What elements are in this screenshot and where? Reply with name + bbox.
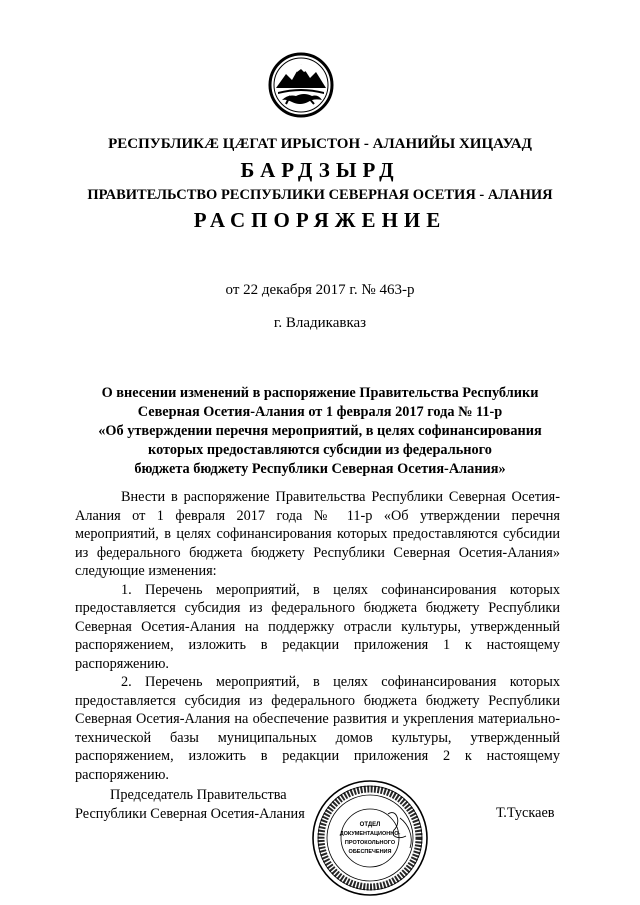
body-paragraph: Внести в распоряжение Правительства Республики Северная Осетия-Алания от 1 февраля 2017 года № 11-р «Об утверждении перечня мероприятий, в целях софинансирования которых предоставляются субсидии из федерального бюджета бюджету Республики Северная Осетия-Алания» следующие изменения: [75, 489, 560, 579]
title-line: которых предоставляются субсидии из федерального [148, 442, 492, 458]
title-line: бюджета бюджету Республики Северная Осетия-Алания» [134, 461, 506, 477]
document-title [60, 384, 580, 479]
body-paragraph: 2. Перечень мероприятий, в целях софинансирования которых предоставляется субсидия из федерального бюджета бюджету Республики Северная Осетия-Алания на обеспечение развития и укрепления материально-технической базы муниципальных домов культуры, утвержденный распоряжением, изложить в редакции приложения 2 к настоящему распоряжению. [75, 674, 560, 783]
header-government-russian: ПРАВИТЕЛЬСТВО РЕСПУБЛИКИ СЕВЕРНАЯ ОСЕТИЯ - АЛАНИЯ [87, 187, 553, 203]
svg-text:ДОКУМЕНТАЦИОННО-: ДОКУМЕНТАЦИОННО- [339, 831, 401, 837]
header-order-ossetian: БАРДЗЫРД [240, 158, 400, 182]
signatory-name: Т.Тускаев [496, 805, 555, 821]
title-line: Северная Осетия-Алания от 1 февраля 2017 года № 11-р [137, 404, 503, 420]
title-line: «Об утверждении перечня мероприятий, в целях софинансирования [98, 423, 542, 439]
header-republic-ossetian: РЕСПУБЛИКӔ ЦӔГАТ ИРЫСТОН - АЛАНИЙЫ ХИЦАУАД [108, 136, 532, 152]
svg-text:ПРОТОКОЛЬНОГО: ПРОТОКОЛЬНОГО [344, 840, 396, 846]
document-body [75, 488, 560, 784]
signatory-position-line: Председатель Правительства [110, 787, 287, 803]
body-paragraph: 1. Перечень мероприятий, в целях софинансирования которых предоставляется субсидия из федерального бюджета бюджету Республики Северная Осетия-Алания на поддержку отрасли культуры, утвержденный распоряжением, изложить в редакции приложения 1 к настоящему распоряжению. [75, 581, 560, 672]
signatory-position-line: Республики Северная Осетия-Алания [75, 805, 305, 822]
document-date: от 22 декабря 2017 г. № 463-р [225, 282, 415, 298]
header-order-russian: РАСПОРЯЖЕНИЕ [193, 208, 447, 232]
coat-of-arms-icon [268, 52, 334, 118]
svg-text:ОБЕСПЕЧЕНИЯ: ОБЕСПЕЧЕНИЯ [348, 849, 392, 855]
round-seal-icon [310, 778, 430, 898]
document-city: г. Владикавказ [273, 315, 367, 331]
signatory-position [75, 786, 305, 823]
title-line: О внесении изменений в распоряжение Правительства Республики [101, 385, 539, 401]
svg-text:ОТДЕЛ: ОТДЕЛ [359, 822, 381, 828]
